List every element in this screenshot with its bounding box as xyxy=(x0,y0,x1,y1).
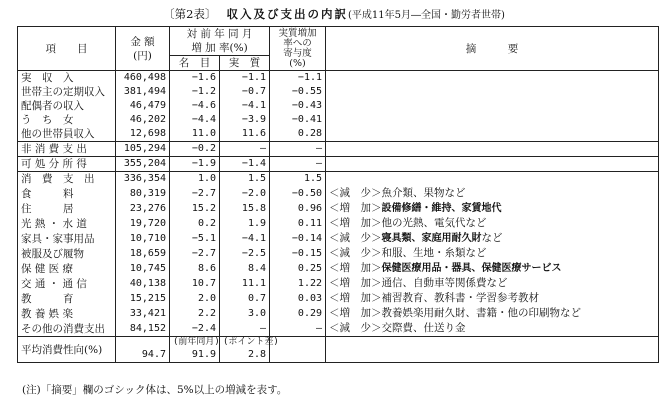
header-remarks: 摘 要 xyxy=(326,27,659,71)
row-amount: 10,745 xyxy=(116,261,170,276)
row-item: 住 居 xyxy=(18,201,116,216)
row-item: 教 養 娯 楽 xyxy=(18,306,116,321)
row-real: 1.9 xyxy=(220,216,270,231)
row-amount: 355,204 xyxy=(116,157,170,172)
row-remark xyxy=(326,291,659,306)
table-row xyxy=(18,142,659,157)
table-row xyxy=(18,321,659,337)
row-real: −4.1 xyxy=(220,231,270,246)
table-row xyxy=(18,216,659,231)
table-row xyxy=(18,127,659,142)
row-nominal: 10.7 xyxy=(170,276,220,291)
row-item: 消 費 支 出 xyxy=(18,172,116,187)
row-contribution: −0.43 xyxy=(270,99,326,113)
row-item: 保 健 医 療 xyxy=(18,261,116,276)
remark-direction: ＜増 加＞ xyxy=(329,217,382,229)
header-nominal: 名 目 xyxy=(170,56,220,71)
remark-text: 他の光熱、電気代など xyxy=(381,217,487,229)
remark-text: など xyxy=(481,232,503,244)
row-real: (ポイント差) 2.8 xyxy=(220,337,270,363)
row-contribution: −0.55 xyxy=(270,85,326,99)
row-remark xyxy=(326,216,659,231)
row-remark xyxy=(326,306,659,321)
table-row xyxy=(18,99,659,113)
row-remark xyxy=(326,276,659,291)
row-nominal: −5.1 xyxy=(170,231,220,246)
row-amount: 381,494 xyxy=(116,85,170,99)
header-contribution: 実質増加 率への 寄与度 (%) xyxy=(270,27,326,71)
row-amount: 460,498 xyxy=(116,71,170,86)
row-item: 交 通 ・ 通 信 xyxy=(18,276,116,291)
row-contribution: 0.03 xyxy=(270,291,326,306)
row-real: −2.0 xyxy=(220,186,270,201)
row-nominal: −4.6 xyxy=(170,99,220,113)
row-contribution: −0.14 xyxy=(270,231,326,246)
row-item: 配偶者の収入 xyxy=(18,99,116,113)
header-amount: 金 額 (円) xyxy=(116,27,170,71)
table-row xyxy=(18,186,659,201)
table-row xyxy=(18,113,659,127)
row-real: ― xyxy=(220,321,270,337)
row-real: 8.4 xyxy=(220,261,270,276)
row-amount: 23,276 xyxy=(116,201,170,216)
table-row xyxy=(18,231,659,246)
row-nominal: −4.4 xyxy=(170,113,220,127)
row-item: 非 消 費 支 出 xyxy=(18,142,116,157)
row-real: −3.9 xyxy=(220,113,270,127)
row-item: 食 料 xyxy=(18,186,116,201)
row-amount: 15,215 xyxy=(116,291,170,306)
row-contribution: ― xyxy=(270,142,326,157)
row-amount: 46,202 xyxy=(116,113,170,127)
row-contribution: 1.5 xyxy=(270,172,326,187)
row-remark xyxy=(326,321,659,337)
row-amount: 94.7 xyxy=(116,337,170,363)
row-nominal: 2.2 xyxy=(170,306,220,321)
row-remark xyxy=(326,142,659,157)
remark-text: 補習教育、教科書・学習参考教材 xyxy=(381,292,540,304)
row-item: 実 収 入 xyxy=(18,71,116,86)
row-real: 1.5 xyxy=(220,172,270,187)
row-contribution: −1.1 xyxy=(270,71,326,86)
row-item: 家具・家事用品 xyxy=(18,231,116,246)
table-row xyxy=(18,172,659,187)
row-item: その他の消費支出 xyxy=(18,321,116,337)
remark-text: 通信、自動車等関係費など xyxy=(381,277,508,289)
row-item: 被服及び履物 xyxy=(18,246,116,261)
row-amount: 80,319 xyxy=(116,186,170,201)
table-title-main: 収入及び支出の内訳 xyxy=(226,7,348,21)
row-item: 他の世帯員収入 xyxy=(18,127,116,142)
row-contribution: 0.96 xyxy=(270,201,326,216)
row-nominal: −0.2 xyxy=(170,142,220,157)
row-nominal: −1.2 xyxy=(170,85,220,99)
remark-direction: ＜減 少＞ xyxy=(329,247,382,259)
remark-direction: ＜増 加＞ xyxy=(329,202,382,214)
row-item: 世帯主の定期収入 xyxy=(18,85,116,99)
header-real: 実 質 xyxy=(220,56,270,71)
row-amount: 10,710 xyxy=(116,231,170,246)
row-nominal: (前年同月) 91.9 xyxy=(170,337,220,363)
row-real: 15.8 xyxy=(220,201,270,216)
row-remark xyxy=(326,113,659,127)
row-nominal: −1.9 xyxy=(170,157,220,172)
row-real: 11.1 xyxy=(220,276,270,291)
remark-text: 交際費、仕送り金 xyxy=(381,322,466,334)
row-nominal: −2.7 xyxy=(170,246,220,261)
row-remark xyxy=(326,337,659,363)
remark-highlight: 設備修繕・維持、家賃地代 xyxy=(381,203,502,214)
row-amount: 33,421 xyxy=(116,306,170,321)
row-real: −1.1 xyxy=(220,71,270,86)
row-contribution: 0.28 xyxy=(270,127,326,142)
row-item: 可 処 分 所 得 xyxy=(18,157,116,172)
table-row xyxy=(18,85,659,99)
row-remark xyxy=(326,231,659,246)
remark-direction: ＜増 加＞ xyxy=(329,277,382,289)
row-remark xyxy=(326,127,659,142)
header-item: 項 目 xyxy=(18,27,116,71)
table-row xyxy=(18,261,659,276)
row-real: ― xyxy=(220,142,270,157)
row-item: 光 熱 ・ 水 道 xyxy=(18,216,116,231)
row-item: う ち 女 xyxy=(18,113,116,127)
row-remark xyxy=(326,261,659,276)
table-row xyxy=(18,276,659,291)
row-remark xyxy=(326,172,659,187)
row-nominal: 15.2 xyxy=(170,201,220,216)
header-row-1 xyxy=(18,27,659,56)
table-row xyxy=(18,291,659,306)
row-real: 0.7 xyxy=(220,291,270,306)
remark-direction: ＜増 加＞ xyxy=(329,262,382,274)
remark-text: 魚介類、果物など xyxy=(381,187,466,199)
row-contribution: 0.29 xyxy=(270,306,326,321)
avg-propensity-row xyxy=(18,337,659,363)
row-nominal: 8.6 xyxy=(170,261,220,276)
table-label: 〔第2表〕 xyxy=(163,7,217,21)
row-real: 11.6 xyxy=(220,127,270,142)
row-amount: 40,138 xyxy=(116,276,170,291)
row-contribution: −0.41 xyxy=(270,113,326,127)
row-remark xyxy=(326,186,659,201)
table-row xyxy=(18,71,659,86)
table-row xyxy=(18,157,659,172)
remark-direction: ＜減 少＞ xyxy=(329,322,382,334)
income-expenditure-table xyxy=(17,26,659,363)
table-subtitle: (平成11年5月―全国・勤労者世帯) xyxy=(347,10,505,21)
footnote: (注)「摘要」欄のゴシック体は、5%以上の増減を表す。 xyxy=(22,384,288,396)
row-amount: 12,698 xyxy=(116,127,170,142)
row-contribution: 0.11 xyxy=(270,216,326,231)
row-amount: 19,720 xyxy=(116,216,170,231)
row-amount: 46,479 xyxy=(116,99,170,113)
row-real: −0.7 xyxy=(220,85,270,99)
row-contribution: 1.22 xyxy=(270,276,326,291)
remark-direction: ＜増 加＞ xyxy=(329,292,382,304)
row-nominal: 2.0 xyxy=(170,291,220,306)
table-row xyxy=(18,306,659,321)
row-item: 平均消費性向(%) xyxy=(18,337,116,363)
row-contribution: −0.50 xyxy=(270,186,326,201)
row-nominal: 11.0 xyxy=(170,127,220,142)
row-remark xyxy=(326,157,659,172)
remark-direction: ＜減 少＞ xyxy=(329,232,382,244)
remark-highlight: 保健医療用品・器具、保健医療サービス xyxy=(381,263,562,274)
row-contribution: ― xyxy=(270,157,326,172)
row-contribution: ― xyxy=(270,321,326,337)
table-title xyxy=(0,6,668,22)
remark-direction: ＜増 加＞ xyxy=(329,307,382,319)
row-remark xyxy=(326,85,659,99)
row-nominal: −2.7 xyxy=(170,186,220,201)
remark-text: 教養娯楽用耐久財、書籍・他の印刷物など xyxy=(381,307,582,319)
row-remark xyxy=(326,201,659,216)
row-real: −2.5 xyxy=(220,246,270,261)
row-nominal: 1.0 xyxy=(170,172,220,187)
row-remark xyxy=(326,246,659,261)
row-real: −1.4 xyxy=(220,157,270,172)
remark-text: 和服、生地・糸類など xyxy=(381,247,487,259)
table-row xyxy=(18,201,659,216)
row-item: 教 育 xyxy=(18,291,116,306)
row-amount: 84,152 xyxy=(116,321,170,337)
row-real: 3.0 xyxy=(220,306,270,321)
row-remark xyxy=(326,99,659,113)
row-contribution: 0.25 xyxy=(270,261,326,276)
row-amount: 336,354 xyxy=(116,172,170,187)
row-contribution: −0.15 xyxy=(270,246,326,261)
row-nominal: 0.2 xyxy=(170,216,220,231)
remark-direction: ＜減 少＞ xyxy=(329,187,382,199)
remark-highlight: 寝具類、家庭用耐久財 xyxy=(381,233,482,244)
row-amount: 105,294 xyxy=(116,142,170,157)
row-real: −4.1 xyxy=(220,99,270,113)
row-nominal: −1.6 xyxy=(170,71,220,86)
row-amount: 18,659 xyxy=(116,246,170,261)
header-yoy: 対 前 年 同 月 増 加 率(%) xyxy=(170,27,270,56)
row-remark xyxy=(326,71,659,86)
row-nominal: −2.4 xyxy=(170,321,220,337)
table-row xyxy=(18,246,659,261)
